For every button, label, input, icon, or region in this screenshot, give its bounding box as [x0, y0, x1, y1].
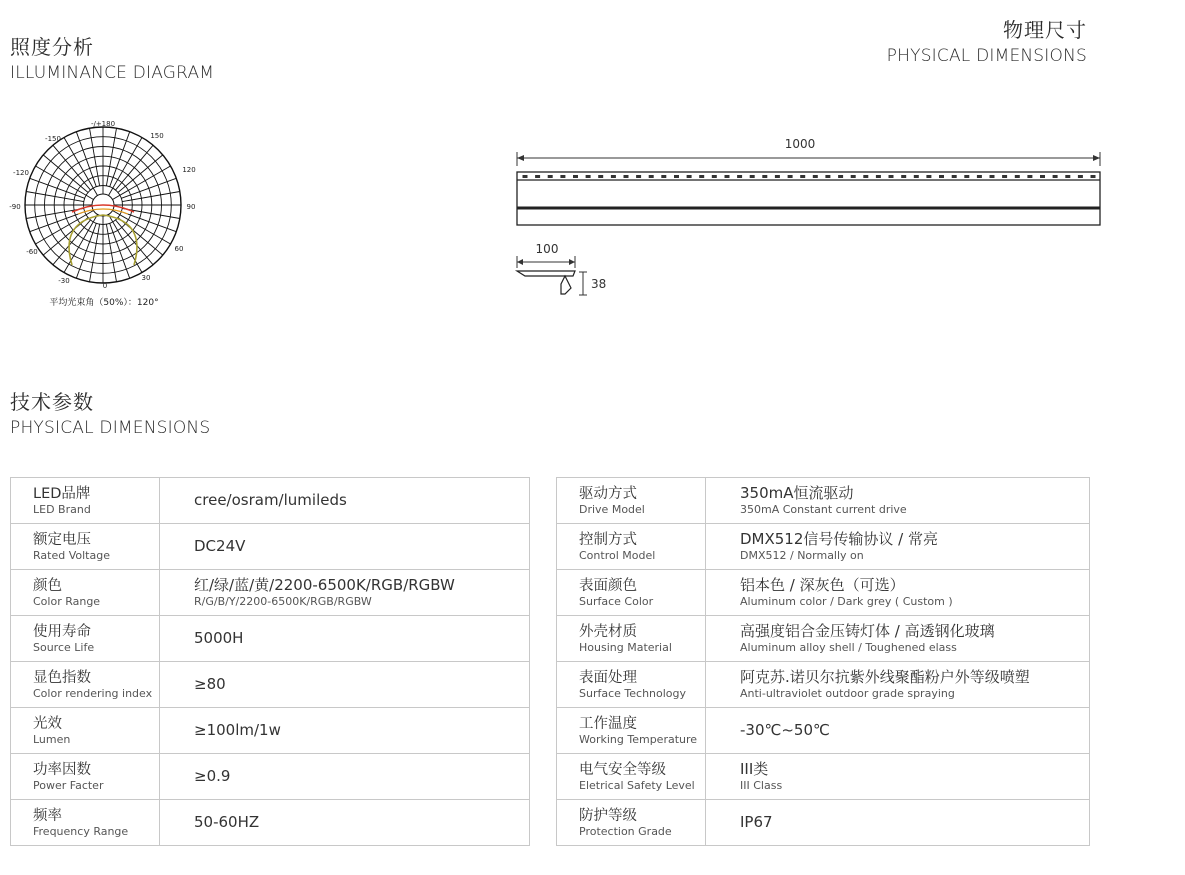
- spec-row: [557, 524, 1090, 570]
- spec-label-en: Housing Material: [579, 640, 672, 654]
- spec-value: 阿克苏.诺贝尔抗紫外线聚酯粉户外等级喷塑: [740, 668, 1030, 686]
- led-chip: [737, 175, 742, 178]
- angle-label-0: 0: [102, 282, 108, 290]
- spec-table-left: [10, 477, 530, 846]
- spec-value-sub: Anti-ultraviolet outdoor grade spraying: [740, 687, 955, 700]
- spec-row: [11, 570, 530, 616]
- spec-row: [557, 708, 1090, 754]
- led-chip: [762, 175, 767, 178]
- led-chip: [661, 175, 666, 178]
- polar-spoke: [110, 223, 130, 278]
- spec-value: -30℃~50℃: [740, 721, 830, 739]
- spec-label-zh: 额定电压: [33, 531, 91, 548]
- spec-table-right: [556, 477, 1090, 846]
- led-chip: [876, 175, 881, 178]
- spec-value-sub: R/G/B/Y/2200-6500K/RGB/RGBW: [194, 595, 372, 608]
- spec-label-cell: [11, 708, 160, 754]
- led-chip: [1040, 175, 1045, 178]
- spec-value-sub: Aluminum color / Dark grey ( Custom ): [740, 595, 953, 608]
- spec-row: [557, 800, 1090, 846]
- led-chip: [611, 175, 616, 178]
- illuminance-title-zh: 照度分析: [10, 35, 94, 59]
- height-value: 38: [591, 277, 607, 291]
- led-chip: [851, 175, 856, 178]
- dimension-drawing: [505, 130, 1115, 305]
- spec-value: IP67: [740, 813, 773, 831]
- led-chip: [1065, 175, 1070, 178]
- polar-diagram: [0, 110, 200, 315]
- spec-value: 高强度铝合金压铸灯体 / 高透钢化玻璃: [740, 622, 995, 640]
- led-chip: [1015, 175, 1020, 178]
- physical-title-en: PHYSICAL DIMENSIONS: [886, 46, 1087, 66]
- spec-label-cell: [11, 754, 160, 800]
- led-chip: [573, 175, 578, 178]
- spec-value-cell: [160, 754, 530, 800]
- beam-angle-note: 平均光束角（50%）：120°: [49, 298, 159, 308]
- led-chip: [990, 175, 995, 178]
- spec-value-cell: [706, 662, 1090, 708]
- spec-value: 50-60HZ: [194, 813, 260, 831]
- led-chip: [636, 175, 641, 178]
- spec-label-en: Lumen: [33, 732, 71, 746]
- spec-label-zh: 外壳材质: [579, 623, 637, 640]
- spec-row: [11, 708, 530, 754]
- fixture-body: [517, 172, 1100, 225]
- spec-row: [557, 616, 1090, 662]
- spec-label-zh: 控制方式: [579, 531, 637, 548]
- spec-value-sub: 350mA Constant current drive: [740, 503, 907, 516]
- led-chip: [838, 175, 843, 178]
- spec-value-sub: Aluminum alloy shell / Toughened elass: [740, 641, 957, 654]
- angle-label-neg150: -150: [45, 135, 61, 143]
- spec-label-zh: 功率因数: [33, 761, 91, 778]
- spec-row: [11, 478, 530, 524]
- spec-value-cell: [706, 616, 1090, 662]
- angle-label-150: 150: [150, 132, 164, 140]
- spec-label-cell: [557, 616, 706, 662]
- led-chip: [964, 175, 969, 178]
- spec-label-cell: [11, 524, 160, 570]
- tech-title-zh: 技术参数: [10, 390, 94, 414]
- spec-label-en: Drive Model: [579, 502, 645, 516]
- spec-row: [11, 662, 530, 708]
- spec-label-zh: 频率: [33, 807, 62, 824]
- led-chip: [1002, 175, 1007, 178]
- spec-row: [11, 754, 530, 800]
- profile-section: [517, 271, 606, 295]
- spec-value-cell: [706, 524, 1090, 570]
- spec-value: cree/osram/lumileds: [194, 491, 347, 509]
- led-chip: [863, 175, 868, 178]
- spec-label-cell: [11, 616, 160, 662]
- led-chip: [699, 175, 704, 178]
- polar-spoke: [121, 178, 176, 198]
- spec-label-en: Protection Grade: [579, 824, 672, 838]
- spec-label-en: Color rendering index: [33, 686, 153, 700]
- angle-label-neg90: -90: [9, 203, 21, 211]
- led-chip: [800, 175, 805, 178]
- led-chip: [1053, 175, 1058, 178]
- spec-label-cell: [11, 570, 160, 616]
- spec-label-cell: [11, 662, 160, 708]
- polar-spoke: [30, 178, 85, 198]
- angle-label-neg30: -30: [58, 277, 70, 285]
- led-chip: [624, 175, 629, 178]
- led-chip: [1078, 175, 1083, 178]
- width-value: 100: [535, 242, 559, 256]
- angle-label-90: 90: [186, 203, 196, 211]
- spec-value: 350mA恒流驱动: [740, 484, 854, 502]
- angle-label-30: 30: [141, 274, 151, 282]
- spec-label-cell: [557, 754, 706, 800]
- tech-title-en: PHYSICAL DIMENSIONS: [10, 418, 211, 438]
- physical-title-zh: 物理尺寸: [1003, 18, 1087, 42]
- spec-label-en: Power Facter: [33, 778, 104, 792]
- spec-value-cell: [160, 524, 530, 570]
- led-chip: [725, 175, 730, 178]
- spec-label-cell: [557, 570, 706, 616]
- led-chip: [914, 175, 919, 178]
- width-dimension: [517, 242, 575, 268]
- spec-value-cell: [160, 478, 530, 524]
- spec-label-zh: 显色指数: [33, 669, 91, 686]
- polar-spoke: [121, 212, 176, 232]
- spec-label-zh: 表面处理: [579, 669, 637, 686]
- spec-label-zh: 电气安全等级: [579, 761, 666, 778]
- spec-value-cell: [706, 570, 1090, 616]
- angle-label-neg60: -60: [26, 248, 38, 256]
- spec-label-en: Rated Voltage: [33, 548, 110, 562]
- led-chip: [1027, 175, 1032, 178]
- led-chip: [649, 175, 654, 178]
- polar-spoke: [76, 132, 96, 187]
- spec-row: [557, 478, 1090, 524]
- spec-label-en: Frequency Range: [33, 824, 129, 838]
- spec-label-en: LED Brand: [33, 502, 91, 516]
- led-chip: [586, 175, 591, 178]
- spec-value: 铝本色 / 深灰色（可选）: [740, 576, 905, 594]
- spec-label-zh: 使用寿命: [33, 623, 91, 640]
- spec-value-sub: DMX512 / Normally on: [740, 549, 864, 562]
- spec-label-cell: [557, 800, 706, 846]
- led-chip: [775, 175, 780, 178]
- spec-label-zh: LED品牌: [33, 485, 91, 502]
- spec-label-cell: [557, 662, 706, 708]
- led-chip: [926, 175, 931, 178]
- illuminance-title-en: ILLUMINANCE DIAGRAM: [10, 63, 215, 83]
- polar-spoke: [30, 212, 85, 232]
- spec-value: III类: [740, 760, 769, 778]
- spec-value: ≥100lm/1w: [194, 721, 281, 739]
- spec-label-zh: 表面颜色: [579, 577, 637, 594]
- led-chip: [535, 175, 540, 178]
- spec-value-cell: [160, 662, 530, 708]
- spec-value: DMX512信号传输协议 / 常亮: [740, 530, 938, 548]
- angle-label-60: 60: [174, 245, 184, 253]
- spec-value: ≥80: [194, 675, 226, 693]
- spec-value-cell: [160, 800, 530, 846]
- led-chip: [788, 175, 793, 178]
- spec-label-cell: [557, 708, 706, 754]
- spec-label-en: Source Life: [33, 640, 95, 654]
- spec-row: [11, 524, 530, 570]
- led-chip: [901, 175, 906, 178]
- led-chip: [825, 175, 830, 178]
- led-chip: [952, 175, 957, 178]
- polar-spoke: [110, 132, 130, 187]
- led-chip: [674, 175, 679, 178]
- angle-label-120: 120: [182, 166, 196, 174]
- spec-value-cell: [160, 570, 530, 616]
- led-chip: [560, 175, 565, 178]
- spec-row: [557, 662, 1090, 708]
- spec-label-cell: [11, 800, 160, 846]
- spec-value: ≥0.9: [194, 767, 231, 785]
- spec-label-en: Color Range: [33, 594, 101, 608]
- length-dimension: [517, 137, 1100, 166]
- spec-value: 5000H: [194, 629, 244, 647]
- spec-value: 红/绿/蓝/黄/2200-6500K/RGB/RGBW: [194, 576, 455, 594]
- spec-label-cell: [557, 524, 706, 570]
- led-chip: [889, 175, 894, 178]
- spec-label-zh: 防护等级: [579, 807, 637, 824]
- spec-label-en: Eletrical Safety Level: [579, 778, 695, 792]
- spec-label-cell: [557, 478, 706, 524]
- spec-row: [557, 754, 1090, 800]
- led-chip: [687, 175, 692, 178]
- angle-label-180: -/+180: [90, 120, 116, 128]
- led-chip: [712, 175, 717, 178]
- led-chip: [598, 175, 603, 178]
- spec-row: [557, 570, 1090, 616]
- spec-value-sub: III Class: [740, 779, 783, 792]
- spec-label-cell: [11, 478, 160, 524]
- led-chip: [523, 175, 528, 178]
- led-chip: [977, 175, 982, 178]
- length-value: 1000: [784, 137, 816, 151]
- spec-label-zh: 颜色: [33, 577, 62, 594]
- spec-label-en: Surface Color: [579, 594, 654, 608]
- spec-value-cell: [706, 754, 1090, 800]
- spec-value-cell: [706, 800, 1090, 846]
- led-chip: [813, 175, 818, 178]
- spec-label-en: Control Model: [579, 548, 656, 562]
- spec-value-cell: [706, 478, 1090, 524]
- spec-label-zh: 光效: [33, 715, 62, 732]
- spec-row: [11, 800, 530, 846]
- led-chip: [939, 175, 944, 178]
- led-chip: [548, 175, 553, 178]
- spec-label-zh: 驱动方式: [579, 485, 637, 502]
- angle-label-neg120: -120: [13, 169, 29, 177]
- spec-value: DC24V: [194, 537, 246, 555]
- spec-label-en: Working Temperature: [579, 732, 698, 746]
- polar-spoke: [76, 223, 96, 278]
- spec-value-cell: [706, 708, 1090, 754]
- led-chip: [750, 175, 755, 178]
- spec-row: [11, 616, 530, 662]
- spec-label-en: Surface Technology: [579, 686, 687, 700]
- spec-label-zh: 工作温度: [579, 715, 637, 732]
- spec-value-cell: [160, 616, 530, 662]
- led-chip: [1091, 175, 1096, 178]
- spec-value-cell: [160, 708, 530, 754]
